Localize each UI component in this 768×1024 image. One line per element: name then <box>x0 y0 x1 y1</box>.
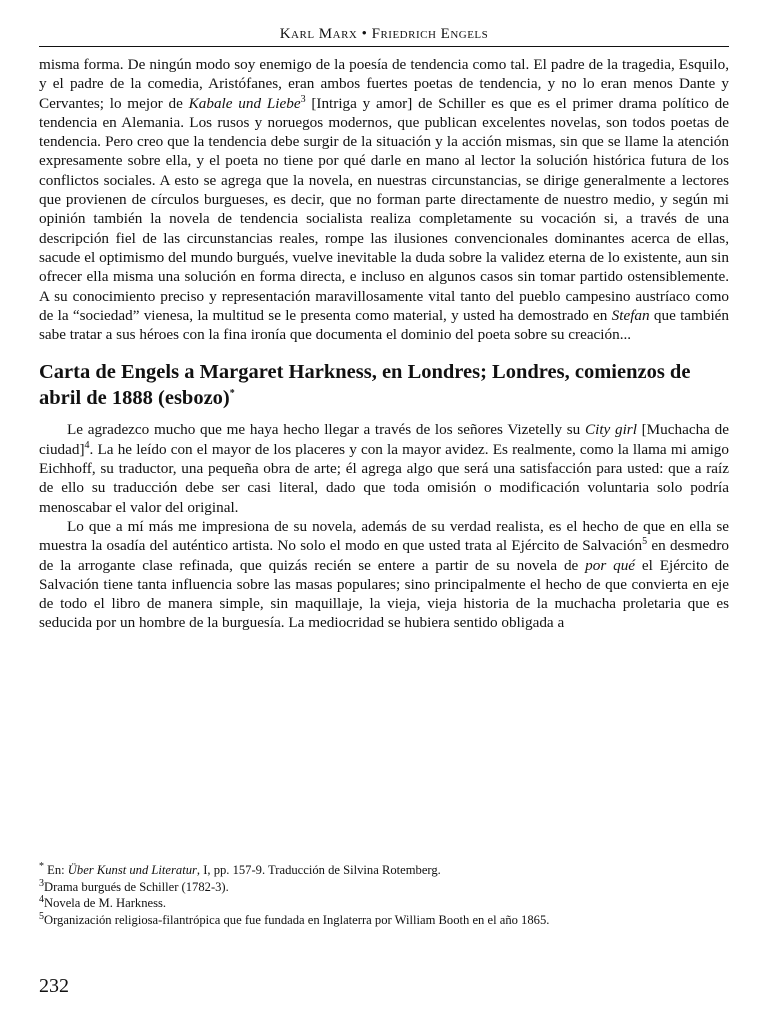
footnote-ref: 4 <box>84 439 90 451</box>
footnote-mark: 4 <box>39 893 44 905</box>
text-run: que también sabe tratar a sus héroes con la fina ironía que documenta el dominio del poeta sobre su creación... <box>39 306 729 344</box>
header-rule <box>39 46 729 47</box>
work-title: City girl <box>584 421 637 439</box>
footnotes <box>39 862 729 928</box>
footnote <box>39 895 729 912</box>
paragraph <box>39 420 729 516</box>
page-number: 232 <box>39 975 69 997</box>
footnote-ref: 5 <box>642 536 648 548</box>
work-title: Kabale und Liebe <box>188 94 301 112</box>
footnote-text: Organización religiosa-filantrópica que fue fundada en Inglaterra por William Booth en el año 1865. <box>44 912 550 927</box>
page-content <box>39 26 729 633</box>
footnote <box>39 879 729 896</box>
footnote-text: Drama burgués de Schiller (1782-3). <box>44 879 229 894</box>
footnote-text: En: <box>47 863 68 877</box>
footnote-work-title: Über Kunst und Literatur <box>67 863 197 877</box>
footnote-ref: 3 <box>300 93 306 105</box>
text-run: en desmedro de la arrogante clase refinada, que quizás recién se entere a partir de su novela de <box>39 537 729 574</box>
text-run: [Muchacha de ciudad] <box>39 421 729 458</box>
footnote-ref: * <box>229 388 235 400</box>
footnote-mark: 5 <box>39 910 44 922</box>
paragraph <box>39 517 729 633</box>
text-run: Lo que a mí más me impresiona de su novela, además de su verdad realista, es el hecho de que en ella se muestra la osadía del auténtico artista. No solo el modo en que usted trata al Ejército de Salvación <box>39 517 729 555</box>
text-run: Le agradezco mucho que me haya hecho llegar a través de los señores Vizetelly su <box>67 421 585 439</box>
footnote-mark: * <box>39 860 44 872</box>
work-title: Stefan <box>611 306 650 324</box>
text-run: el Ejército de Salvación tiene tanta influencia sobre las masas populares; sino principalmente el hecho de que convierta en eje de todo el libro de manera simple, sin maquillaje, la vieja, vieja historia de la muchacha proletaria que es seducida por un hombre de la burguesía. La mediocridad se hubiera sentido obligada a <box>39 556 729 632</box>
footnote <box>39 862 729 879</box>
footnote-mark: 3 <box>39 877 44 889</box>
paragraph-continuation <box>39 55 729 344</box>
text-run: . La he leído con el mayor de los placeres y con la mayor avidez. Es realmente, como la llama mi amigo Eichhoff, su traductor, una pequeña obra de arte; él agrega algo que será una satisfacción para usted: que a raíz de ello su traducción debe ser casi literal, dado que toda omisión o modificación voluntaria solo podría menoscabar el valor del original. <box>39 440 729 516</box>
section-title <box>39 359 729 411</box>
footnote <box>39 912 729 929</box>
running-head: Karl Marx • Friedrich Engels <box>279 26 489 42</box>
text-run: misma forma. De ningún modo soy enemigo de la poesía de tendencia como tal. El padre de la tragedia, Esquilo, y el padre de la comedia, Aristófanes, eran ambos fuertes poetas de tendencia, y no lo eran menos Dante y Cervantes; lo mejor de <box>39 56 729 112</box>
section-title-text: Carta de Engels a Margaret Harkness, en Londres; Londres, comienzos de abril de 1888 (esbozo) <box>39 361 691 410</box>
footnote-text: , I, pp. 157-9. Traducción de Silvina Rotemberg. <box>196 863 441 877</box>
emphasis: por qué <box>585 556 636 574</box>
footnote-text: Novela de M. Harkness. <box>44 896 167 910</box>
text-run: [Intriga y amor] de Schiller es que es el primer drama político de tendencia en Alemania. Los rusos y noruegos modernos, que publican excelentes novelas, son todos poetas de tendencia. Pero creo que la tendencia debe surgir de la situación y la acción mismas, sin que se llame la atención expresamente sobre ella, y el poeta no tiene por qué darle en mano al lector la solución histórica futura de los conflictos sociales. A esto se agrega que la novela, en nuestras circunstancias, se dirige generalmente a lectores que provienen de círculos burgueses, es decir, que no forman parte directamente de nuestro medio, y según mi opinión también la novela de tendencia socialista realiza completamente su vocación si, a través de una descripción fiel de las circunstancias reales, rompe las ilusiones convencionales dominantes acerca de ellas, sacude el optimismo del mundo burgués, vuelve inevitable la duda sobre la validez eterna de lo existente, aun sin ofrecer ella misma una solución en forma directa, e incluso en algunos casos sin tomar partido ostensiblemente. A su conocimiento preciso y representación maravillosamente vital tanto del pueblo campesino austríaco como de la “sociedad” vienesa, la multitud se le presenta como material, y usted ha demostrado en <box>39 94 729 324</box>
